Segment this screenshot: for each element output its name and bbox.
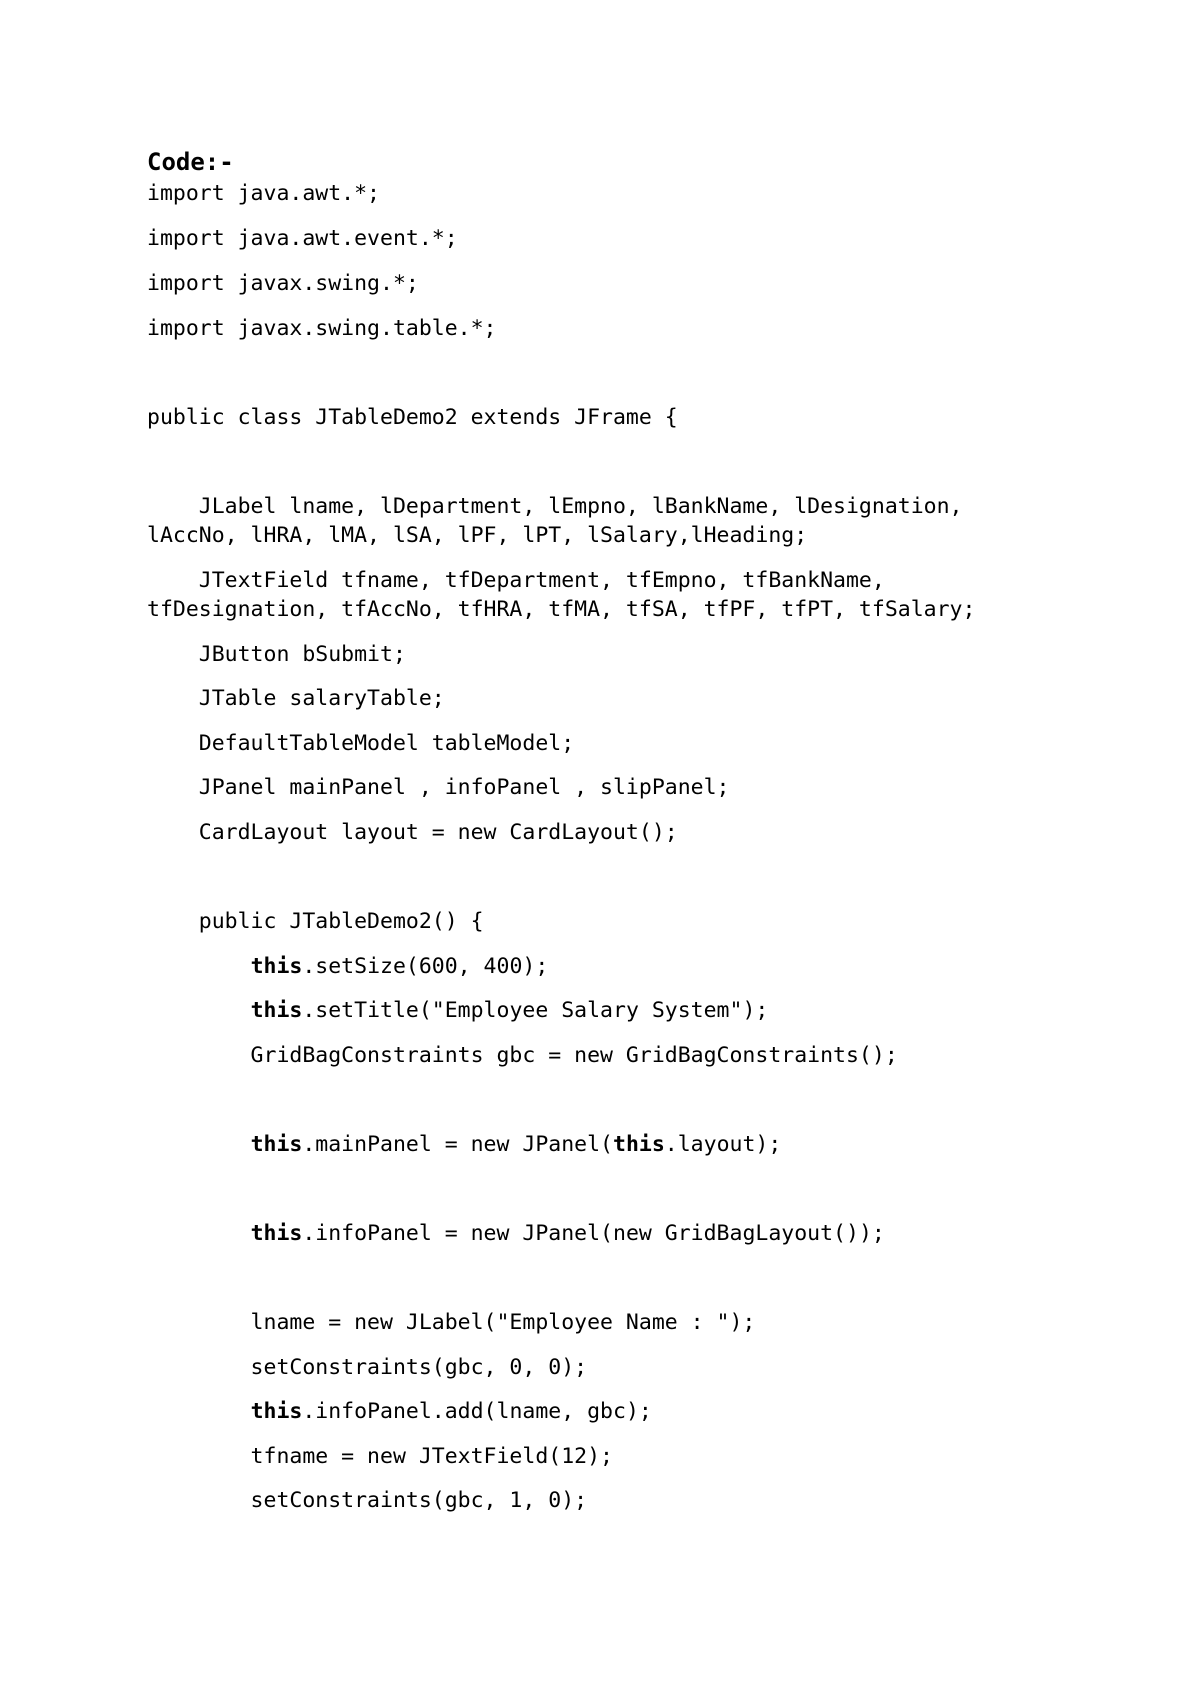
code-line: this.infoPanel = new JPanel(new GridBagLayout()); — [250, 1221, 885, 1246]
code-line: import javax.swing.*; — [147, 271, 419, 296]
keyword-this: this — [613, 1132, 665, 1157]
code-line: this.infoPanel.add(lname, gbc); — [250, 1399, 652, 1424]
keyword-this: this — [250, 954, 303, 979]
code-line: JLabel lname, lDepartment, lEmpno, lBankName, lDesignation, — [147, 494, 963, 519]
code-block — [147, 0, 1157, 1513]
keyword-this: this — [250, 998, 303, 1023]
code-line: DefaultTableModel tableModel; — [147, 731, 575, 756]
code-line: public JTableDemo2() { — [147, 909, 484, 934]
code-line: GridBagConstraints gbc = new GridBagConstraints(); — [147, 1043, 898, 1068]
keyword-this: this — [250, 1399, 303, 1424]
code-line: lname = new JLabel("Employee Name : "); — [147, 1310, 756, 1335]
code-line: this.setSize(600, 400); — [250, 954, 549, 979]
keyword-this: this — [250, 1221, 303, 1246]
code-line: setConstraints(gbc, 1, 0); — [147, 1488, 588, 1513]
code-heading: Code:- — [147, 148, 234, 176]
code-line: setConstraints(gbc, 0, 0); — [147, 1355, 588, 1380]
keyword-this: this — [250, 1132, 303, 1157]
code-line: import java.awt.*; — [147, 181, 380, 206]
code-line: JButton bSubmit; — [147, 642, 406, 667]
code-line: CardLayout layout = new CardLayout(); — [147, 820, 678, 845]
code-line: lAccNo, lHRA, lMA, lSA, lPF, lPT, lSalary,lHeading; — [147, 523, 808, 548]
code-line: this.mainPanel = new JPanel(this.layout); — [250, 1132, 782, 1157]
code-line: this.setTitle("Employee Salary System"); — [250, 998, 769, 1023]
code-line: public class JTableDemo2 extends JFrame { — [147, 405, 678, 430]
code-line: import javax.swing.table.*; — [147, 316, 497, 341]
code-line: JTextField tfname, tfDepartment, tfEmpno, tfBankName, — [147, 568, 885, 593]
code-line: JTable salaryTable; — [147, 686, 445, 711]
code-line: tfDesignation, tfAccNo, tfHRA, tfMA, tfSA, tfPF, tfPT, tfSalary; — [147, 597, 976, 622]
code-line: import java.awt.event.*; — [147, 226, 458, 251]
code-line: JPanel mainPanel , infoPanel , slipPanel; — [147, 775, 730, 800]
code-line: tfname = new JTextField(12); — [147, 1444, 613, 1469]
